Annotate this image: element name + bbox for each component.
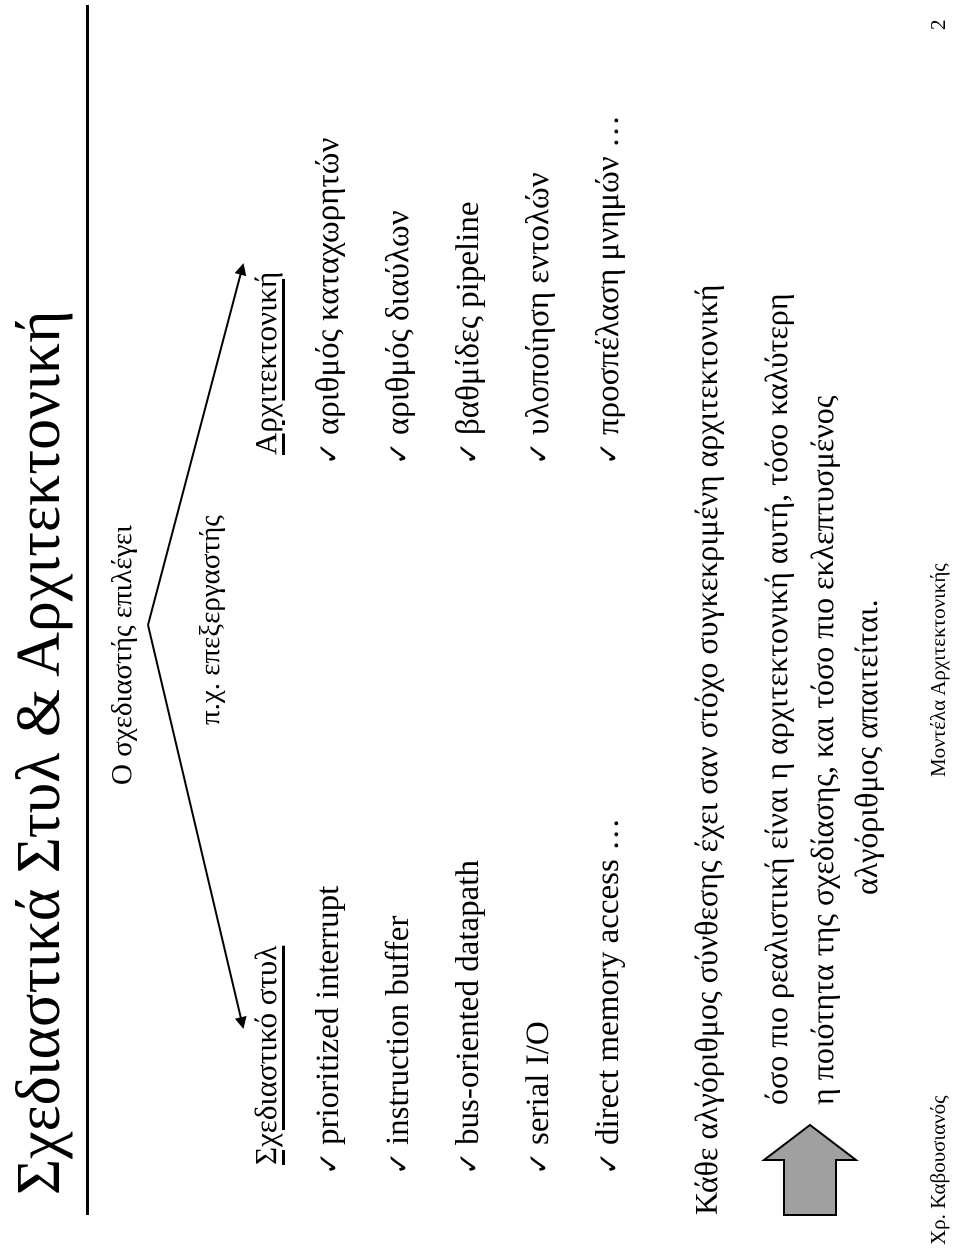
footer-course: Μοντέλα Αρχιτεκτονικής [926, 563, 950, 777]
style-item-label: direct memory access … [590, 817, 626, 1145]
check-icon: ✓ [522, 1151, 555, 1175]
page-number: 2 [926, 19, 950, 30]
check-icon: ✓ [382, 1151, 415, 1175]
architecture-item-label: αριθμός καταχωρητών [310, 137, 346, 435]
check-icon: ✓ [312, 441, 345, 465]
architecture-item-label: βαθμίδες pipeline [450, 201, 486, 435]
example-label: π.χ. επεξεργαστής [194, 515, 226, 725]
architecture-item-label: προσπέλαση μνημών … [590, 115, 626, 435]
paragraph-line-3: η ποιότητα της σχεδίασης, και τόσο πιο εκλεπτυσμένος [804, 395, 840, 1105]
architecture-item-label: υλοποίηση εντολών [520, 172, 556, 435]
check-icon: ✓ [312, 1151, 345, 1175]
check-icon: ✓ [592, 1151, 625, 1175]
architecture-column-heading: Αρχιτεκτονική [248, 271, 283, 455]
check-icon: ✓ [382, 441, 415, 465]
paragraph-line-4: αλγόριθμος απαιτείται. [848, 599, 884, 895]
check-icon: ✓ [452, 441, 485, 465]
style-item-label: bus-oriented datapath [450, 860, 486, 1145]
paragraph-line-2: όσο πιο ρεαλιστική είναι η αρχιτεκτονική αυτή, τόσο καλύτερη [758, 293, 794, 1105]
check-icon: ✓ [522, 441, 555, 465]
style-item-label: instruction buffer [380, 915, 416, 1145]
check-icon: ✓ [592, 441, 625, 465]
slide-title: Σχεδιαστικά Στυλ & Αρχιτεκτονική [5, 310, 73, 1195]
check-icon: ✓ [452, 1151, 485, 1175]
footer-author: Χρ. Καβουσιανός [926, 1095, 950, 1245]
style-item-label: prioritized interrupt [310, 885, 346, 1145]
style-item-label: serial I/O [520, 1021, 556, 1145]
paragraph-line-1: Κάθε αλγόριθμος σύνθεσης έχει σαν στόχο συγκεκριμένη αρχιτεκτονική [688, 284, 724, 1215]
architecture-item-label: αριθμός διαύλων [380, 210, 416, 435]
style-column-heading: Σχεδιαστικό στυλ [248, 945, 283, 1165]
designer-chooses-label: Ο σχεδιαστής επιλέγει [106, 525, 138, 785]
